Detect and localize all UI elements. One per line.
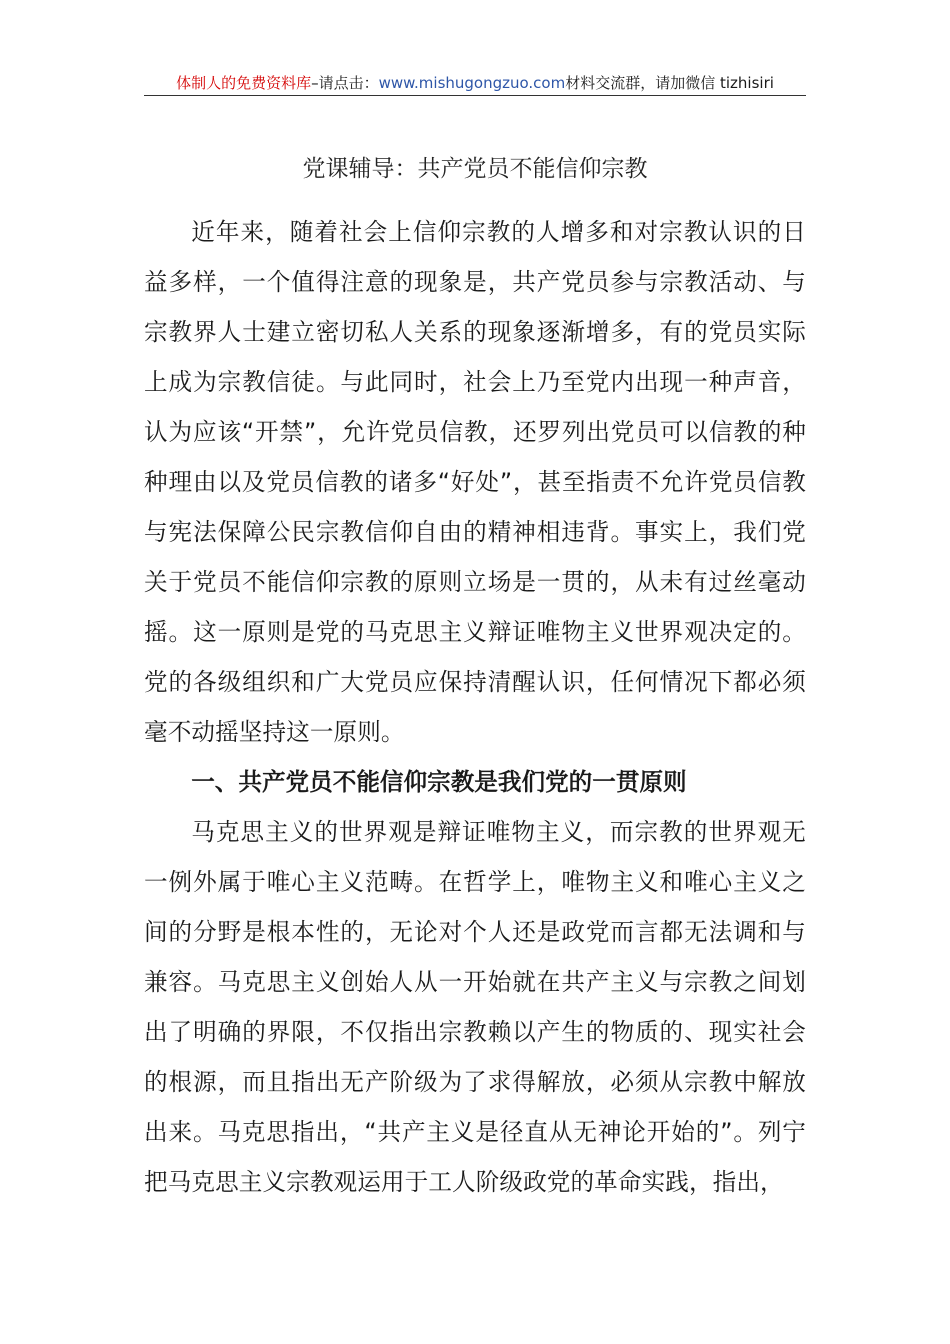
section-paragraph: 马克思主义的世界观是辩证唯物主义，而宗教的世界观无一例外属于唯心主义范畴。在哲学上，唯物主义和唯心主义之间的分野是根本性的，无论对个人还是政党而言都无法调和与兼容。马克思主义创始人从一开始就在共产主义与宗教之间划出了明确的界限，不仅指出宗教赖以产生的物质的、现实社会的根源，而且指出无产阶级为了求得解放，必须从宗教中解放出来。马克思指出，“共产主义是径直从无神论开始的”。列宁把马克思主义宗教观运用于工人阶级政党的革命实践，指出，: [144, 818, 806, 1196]
document-title: 党课辅导：共产党员不能信仰宗教: [302, 156, 648, 182]
header-brand: 体制人的免费资料库: [176, 74, 312, 92]
document-body: [144, 207, 806, 1207]
section-heading: 一、共产党员不能信仰宗教是我们党的一贯原则: [191, 768, 687, 796]
header-website-link[interactable]: www.mishugongzuo.com: [378, 74, 566, 92]
intro-paragraph: 近年来，随着社会上信仰宗教的人增多和对宗教认识的日益多样，一个值得注意的现象是，共产党员参与宗教活动、与宗教界人士建立密切私人关系的现象逐渐增多，有的党员实际上成为宗教信徒。与此同时，社会上乃至党内出现一种声音，认为应该“开禁”，允许党员信教，还罗列出党员可以信教的种种理由以及党员信教的诸多“好处”，甚至指责不允许党员信教与宪法保障公民宗教信仰自由的精神相违背。事实上，我们党关于党员不能信仰宗教的原则立场是一贯的，从未有过丝毫动摇。这一原则是党的马克思主义辩证唯物主义世界观决定的。党的各级组织和广大党员应保持清醒认识，任何情况下都必须毫不动摇坚持这一原则。: [144, 218, 806, 746]
page-header: [144, 66, 806, 94]
header-divider: [144, 95, 806, 96]
header-prompt: –请点击：: [311, 74, 379, 92]
header-wechat-note: 材料交流群，请加微信 tizhisiri: [565, 74, 774, 92]
